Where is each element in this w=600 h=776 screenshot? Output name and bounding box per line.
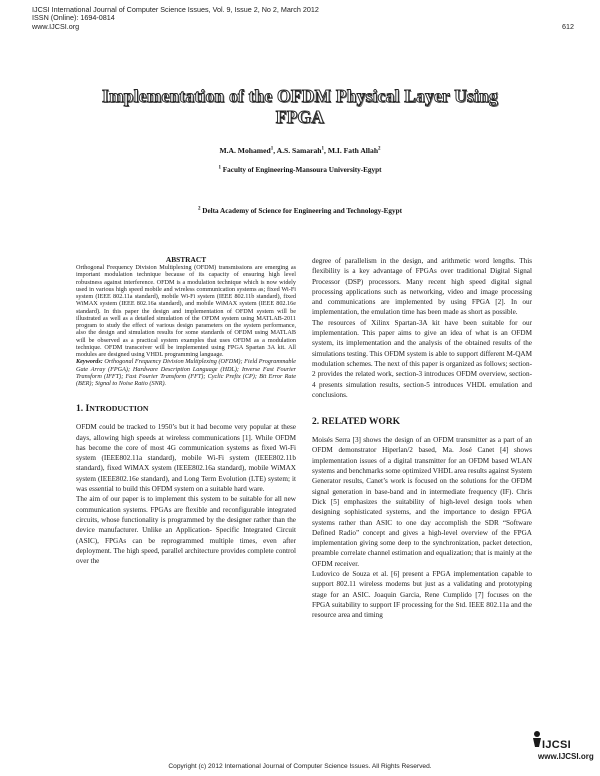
keywords <box>76 358 296 387</box>
author-3-affil: 2 <box>378 146 381 152</box>
keywords-text: Orthogonal Frequency Division Multiplexing (OFDM); Field Programmable Gate Array (FPGA); Hardware Description Language (HDL); Inverse Fast Fourier Transform (IFFT); Fast Fourier Transform (FFT); Cyclic Prefix (CP); Bit Error Rate (BER); Signal to Noise Ratio (SNR). <box>76 358 296 387</box>
title-line-2: FPGA <box>275 107 325 127</box>
section-heading-introduction <box>76 403 296 415</box>
left-column <box>76 256 296 566</box>
logo-url: www.IJCSI.org <box>538 752 594 761</box>
related-work-paragraph-1: Moisés Serra [3] shows the design of an OFDM transmitter as a part of an OFDM demonstrator Hiperlan/2 based, Ma. José Canet [4] shows implementation issues of a digital transmitter for an OFDM based WLAN systems and benchmarks some optimized VHDL area results against System Generator results, Canet’s work is focused on the solutions for the OFDM signal generation in base-band and in intermediate frequency (IF). Chris Dick [5] emphasizes the suitability of high-level design tools when designing sophisticated systems, and the importance to design FPGA systems rather than ASIC to one day accomplish the SDR “Software Defined Radio” concept and gives a high-level overview of the FPGA implementation giving some deep to the synchronization, packet detection, preamble correlate channel estimation and equalization; that is mainly at the OFDM receiver. <box>312 436 532 568</box>
affiliation-2 <box>60 207 540 215</box>
related-work-paragraph-2: Ludovico de Souza et al. [6] present a FPGA implementation capable to support 802.11 wireless modems but just as a validating and prototyping stage for an ASIC. Joaquin Garcia, Rene Cumplido [7] focuses on the FPGA suitability to support IF processing for the Std. IEEE 802.11a and the resource area and timing <box>312 570 532 620</box>
journal-url[interactable]: www.IJCSI.org <box>32 21 80 31</box>
affiliation-1-mark: 1 <box>218 165 221 171</box>
right-paragraph-1: degree of parallelism in the design, and arithmetic word lengths. This flexibility is a key advantage of FPGAs over traditional Digital Signal Processor (DSP) processors. Many recent high speed digital signal processing applications such as networking, video and image processing and communications are implemented by using FPGA [2]. In our implementation, the emulation time has been made as short as possible. <box>312 257 532 317</box>
affiliation-2-mark: 2 <box>197 206 201 212</box>
right-column <box>312 256 532 621</box>
right-paragraph-2: The resources of Xilinx Spartan-3A kit have been suitable for our implementation. This paper aims to give an idea of what is an OFDM system, its implementation and the analysis of the obtained results of the simulations testing. This OFDM system is able to support different M-QAM modulation schemes. The next of this paper is organized as follows; section-2 provides the related work, section-3 introduces OFDM overview, section-4 presents simulation results, section-5 introduces VHDL emulation and conclusions. <box>312 318 532 399</box>
keywords-label: Keywords: <box>76 358 103 366</box>
affiliation-1 <box>60 166 540 174</box>
intro-paragraph-2: The aim of our paper is to implement this system to be suitable for all new communication systems. FPGAs are flexible and reconfigurable integrated circuits, whose functionality is programmed by the designer rather than the device manufacturer. Unlike an Application- Specific Integrated Circuit (ASIC), FPGAs can be reprogrammed multiple times, even after deployment. The high speed, parallel architecture provides complete control over the <box>76 495 296 566</box>
intro-paragraph-1: OFDM could be tracked to 1950’s but it had become very popular at these days, allowing high speeds at wireless communications [1]. While OFDM has become the core of most 4G communication systems as fixed Wi-Fi system (IEEE802.11a standard), mobile Wi-Fi system (IEEE802.11b standard), fixed WiMAX system (IEEE802.16a standard), mobile WiMAX system (IEEE802.16e standard), and Long Term Evolution (LTE) system; it was essential to build this OFDM system on a suitable hard ware. <box>76 423 296 494</box>
journal-citation: IJCSI International Journal of Computer Science Issues, Vol. 9, Issue 2, No 2, March 2012 <box>32 5 319 14</box>
section-1-rest: NTRODUCTION <box>89 404 149 414</box>
author-1-affil: 1 <box>270 146 274 152</box>
journal-header <box>32 6 580 31</box>
abstract-heading: ABSTRACT <box>165 255 207 264</box>
section-1-number: 1. <box>76 404 84 415</box>
logo-text: IJCSI <box>542 739 572 751</box>
author-3: M.I. Fath Allah <box>327 146 379 155</box>
journal-issn: ISSN (Online): 1694-0814 <box>32 13 115 23</box>
author-2-affil: 1 <box>321 146 325 152</box>
title-line-1: Implementation of the OFDM Physical Layer Using <box>102 86 498 106</box>
page-number: 612 <box>562 22 574 31</box>
paper-title <box>60 86 540 128</box>
section-heading-related-work: 2. RELATED WORK <box>312 417 401 428</box>
affiliation-2-text: Delta Academy of Science for Engineering and Technology-Egypt <box>202 207 402 215</box>
abstract-text: Orthogonal Frequency Division Multiplexing (OFDM) transmissions are emerging as important modulation technique because of its capacity of ensuring high level robustness against interference. OFDM is a modulation technique which is now widely used in various high speed mobile and wireless communication systems as; fixed Wi-Fi system (IEEE 802.11a standard), mobile Wi-Fi system (IEEE 802.11b standard), fixed WiMAX system (IEEE 802.16a standard), and mobile WiMAX system (IEEE 802.16e standard). In this paper the design and implementation of OFDM system will be illustrated as well as a detailed simulation of the OFDM system using MATLAB-2011 program to study the effect of various design parameters on the system performance, also the design and simulation results for some standards of OFDM using MATLAB will be observed as a practical system examples that uses OFDM as a modulation technique. OFDM transceiver will be implemented using FPGA Spartan 3A kit. All modules are designed using VHDL programming language. <box>76 264 296 358</box>
author-2: A.S. Samarah <box>276 146 322 155</box>
copyright-footer: Copyright (c) 2012 International Journal of Computer Science Issues. All Rights Reserved. <box>168 763 432 770</box>
author-list: M.A. Mohamed$^1$, A.S. Samarah$^1$, M.I. Fath Allah$^2$ <box>219 146 381 155</box>
section-1-initial: I <box>85 404 90 415</box>
author-1: M.A. Mohamed <box>219 146 271 155</box>
affiliation-1-text: Faculty of Engineering-Mansoura University-Egypt <box>222 166 382 174</box>
